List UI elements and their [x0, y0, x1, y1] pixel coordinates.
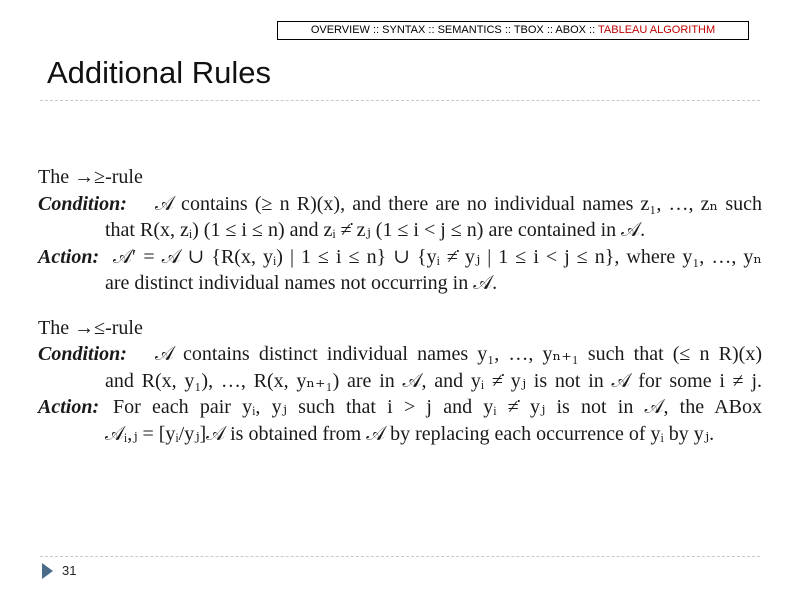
breadcrumb-nav: [277, 21, 749, 40]
nav-item-tbox[interactable]: TBOX: [513, 24, 544, 36]
action-line-continued: [38, 421, 762, 448]
condition-line: [38, 341, 762, 368]
rule-at-most: [38, 315, 762, 448]
nav-separator: ::: [369, 24, 383, 36]
action-text: For each pair yᵢ, yⱼ such that i > j and yᵢ ≠̇ yⱼ is not in 𝒜, the ABox: [113, 396, 762, 418]
nav-separator: ::: [425, 24, 438, 36]
action-label: Action:: [38, 245, 100, 268]
footer-divider: [40, 556, 760, 557]
condition-text: that R(x, zᵢ) (1 ≤ i ≤ n) and zᵢ ≠̇ zⱼ (1 ≤ i < j ≤ n) are contained in 𝒜.: [105, 219, 646, 241]
rule-heading: The →≥-rule: [38, 166, 143, 188]
action-label: Action:: [38, 396, 100, 418]
rule-at-least: [38, 164, 762, 297]
nav-item-syntax[interactable]: SYNTAX: [382, 24, 426, 36]
nav-item-tableau-algorithm[interactable]: TABLEAU ALGORITHM: [598, 24, 716, 36]
slide-content: [38, 164, 762, 465]
condition-text: 𝒜 contains (≥ n R)(x), and there are no individual names z₁, …, zₙ such: [155, 192, 762, 215]
condition-label: Condition:: [38, 192, 127, 215]
condition-line: [38, 191, 762, 218]
action-line: [38, 244, 762, 271]
page-number: 31: [62, 563, 77, 578]
footer-arrow-icon: [42, 563, 53, 579]
condition-text: 𝒜 contains distinct individual names y₁, …, yₙ₊₁ such that (≤ n R)(x): [155, 343, 762, 365]
nav-separator: ::: [501, 24, 514, 36]
title-divider: [40, 100, 760, 101]
nav-separator: ::: [585, 24, 598, 36]
condition-label: Condition:: [38, 343, 127, 365]
rule-heading: The →≤-rule: [38, 316, 143, 339]
nav-separator: ::: [543, 24, 556, 36]
condition-line-continued: [38, 368, 762, 395]
action-text: are distinct individual names not occurring in 𝒜.: [105, 272, 498, 294]
condition-text: and R(x, y₁), …, R(x, yₙ₊₁) are in 𝒜, and yᵢ ≠̇ yⱼ is not in 𝒜 for some i ≠ j.: [105, 369, 762, 392]
nav-item-overview[interactable]: OVERVIEW: [310, 24, 370, 36]
nav-item-abox[interactable]: ABOX: [555, 24, 586, 36]
action-text: 𝒜ᵢ,ⱼ = [yᵢ/yⱼ]𝒜 is obtained from 𝒜 by replacing each occurrence of yᵢ by yⱼ.: [105, 422, 715, 445]
nav-item-semantics[interactable]: SEMANTICS: [437, 24, 502, 36]
slide-title: Additional Rules: [47, 55, 272, 90]
condition-line-continued: [38, 217, 762, 244]
action-line-continued: [38, 270, 762, 297]
action-text: 𝒜′ = 𝒜 ∪ {R(x, yᵢ) | 1 ≤ i ≤ n} ∪ {yᵢ ≠̇ yⱼ | 1 ≤ i < j ≤ n}, where y₁, …, yₙ: [113, 245, 762, 268]
action-line: [38, 394, 762, 421]
